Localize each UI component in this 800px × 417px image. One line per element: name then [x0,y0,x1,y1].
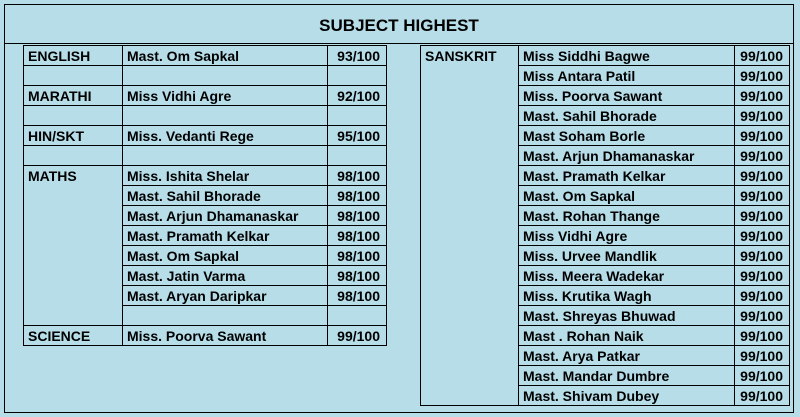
student-name-cell: Miss. Poorva Sawant [123,326,328,346]
left-results-table [23,45,387,346]
table-row [421,346,790,366]
table-row [421,246,790,266]
table-row [421,366,790,386]
score-cell [328,106,387,126]
subject-cell [421,286,519,306]
subject-cell [421,166,519,186]
subject-cell [421,106,519,126]
subject-cell [24,186,123,206]
table-row [421,306,790,326]
table-row [421,206,790,226]
subject-cell [421,86,519,106]
subject-cell: MARATHI [24,86,123,106]
subject-cell [421,266,519,286]
subject-cell [421,66,519,86]
student-name-cell: Miss Antara Patil [519,66,735,86]
table-row [421,226,790,246]
table-row [421,166,790,186]
student-name-cell: Miss. Ishita Shelar [123,166,328,186]
subject-cell [24,66,123,86]
score-cell: 99/100 [328,326,387,346]
student-name-cell [123,306,328,326]
score-cell: 93/100 [328,46,387,66]
score-cell: 99/100 [735,166,790,186]
student-name-cell [123,66,328,86]
subject-cell: HIN/SKT [24,126,123,146]
right-results-table [420,45,790,406]
table-row [24,146,387,166]
student-name-cell: Miss Vidhi Agre [123,86,328,106]
score-cell: 99/100 [735,86,790,106]
student-name-cell: Mast. Om Sapkal [123,46,328,66]
table-row [421,66,790,86]
subject-cell [421,246,519,266]
table-row [24,306,387,326]
subject-cell [421,146,519,166]
score-cell: 99/100 [735,286,790,306]
student-name-cell: Miss Siddhi Bagwe [519,46,735,66]
table-row [24,286,387,306]
score-cell [328,66,387,86]
score-cell [328,306,387,326]
table-row [24,326,387,346]
subject-cell [421,186,519,206]
table-row [421,326,790,346]
subject-cell [24,246,123,266]
score-cell: 98/100 [328,246,387,266]
subject-cell [421,226,519,246]
student-name-cell: Mast. Pramath Kelkar [123,226,328,246]
student-name-cell: Mast. Arya Patkar [519,346,735,366]
score-cell: 99/100 [735,226,790,246]
student-name-cell: Miss. Krutika Wagh [519,286,735,306]
table-row [24,206,387,226]
subject-cell [421,366,519,386]
subject-cell [421,326,519,346]
subject-cell [421,306,519,326]
table-row [421,86,790,106]
table-row [421,146,790,166]
score-cell: 99/100 [735,326,790,346]
subject-cell [421,206,519,226]
score-cell: 99/100 [735,366,790,386]
score-cell: 99/100 [735,186,790,206]
table-row [421,186,790,206]
table-row [421,386,790,406]
score-cell: 99/100 [735,246,790,266]
subject-cell [24,306,123,326]
table-row [421,106,790,126]
score-cell: 98/100 [328,226,387,246]
score-cell: 98/100 [328,186,387,206]
table-row [421,126,790,146]
student-name-cell: Mast. Arjun Dhamanaskar [123,206,328,226]
student-name-cell: Mast. Shreyas Bhuwad [519,306,735,326]
score-cell: 99/100 [735,126,790,146]
score-cell: 99/100 [735,146,790,166]
score-cell: 98/100 [328,266,387,286]
table-row [421,46,790,66]
student-name-cell: Miss. Urvee Mandlik [519,246,735,266]
score-cell: 99/100 [735,306,790,326]
student-name-cell: Mast. Sahil Bhorade [519,106,735,126]
student-name-cell: Mast. Jatin Varma [123,266,328,286]
table-row [24,226,387,246]
subject-cell [24,146,123,166]
score-cell: 99/100 [735,46,790,66]
table-row [24,86,387,106]
student-name-cell: Miss. Meera Wadekar [519,266,735,286]
score-cell: 98/100 [328,286,387,306]
subject-cell: MATHS [24,166,123,186]
table-row [24,266,387,286]
score-cell: 99/100 [735,206,790,226]
student-name-cell: Mast. Om Sapkal [123,246,328,266]
student-name-cell: Miss Vidhi Agre [519,226,735,246]
student-name-cell: Mast . Rohan Naik [519,326,735,346]
subject-cell [24,286,123,306]
student-name-cell [123,106,328,126]
student-name-cell: Mast. Sahil Bhorade [123,186,328,206]
score-cell: 99/100 [735,386,790,406]
score-cell: 99/100 [735,266,790,286]
score-cell: 92/100 [328,86,387,106]
title-divider [5,43,793,44]
subject-cell [24,206,123,226]
student-name-cell: Miss. Vedanti Rege [123,126,328,146]
table-row [24,106,387,126]
score-cell: 99/100 [735,106,790,126]
score-cell: 98/100 [328,166,387,186]
table-row [24,166,387,186]
subject-cell [421,126,519,146]
subject-cell [24,266,123,286]
student-name-cell: Mast. Arjun Dhamanaskar [519,146,735,166]
score-cell [328,146,387,166]
page-title: SUBJECT HIGHEST [319,16,479,35]
table-row [421,286,790,306]
subject-cell [421,386,519,406]
student-name-cell: Mast. Rohan Thange [519,206,735,226]
score-cell: 98/100 [328,206,387,226]
student-name-cell: Mast. Mandar Dumbre [519,366,735,386]
student-name-cell: Miss. Poorva Sawant [519,86,735,106]
subject-cell: SCIENCE [24,326,123,346]
table-row [24,126,387,146]
table-row [421,266,790,286]
student-name-cell: Mast. Om Sapkal [519,186,735,206]
table-row [24,66,387,86]
subject-cell [421,346,519,366]
student-name-cell: Mast Soham Borle [519,126,735,146]
subject-cell [24,226,123,246]
table-row [24,186,387,206]
subject-cell [24,106,123,126]
score-cell: 99/100 [735,66,790,86]
subject-cell: SANSKRIT [421,46,519,66]
student-name-cell [123,146,328,166]
score-cell: 95/100 [328,126,387,146]
subject-cell: ENGLISH [24,46,123,66]
student-name-cell: Mast. Pramath Kelkar [519,166,735,186]
student-name-cell: Mast. Aryan Daripkar [123,286,328,306]
score-cell: 99/100 [735,346,790,366]
student-name-cell: Mast. Shivam Dubey [519,386,735,406]
table-row [24,246,387,266]
table-row [24,46,387,66]
